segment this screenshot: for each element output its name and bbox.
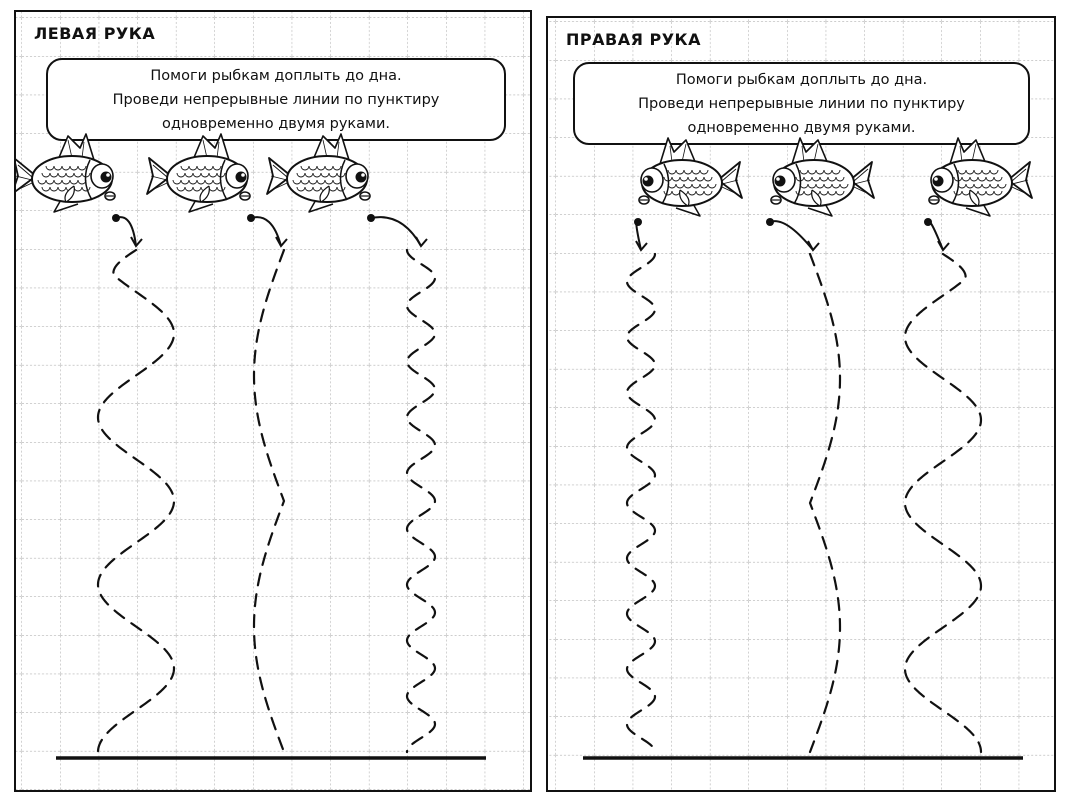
lead-line: [770, 221, 813, 250]
instruction-line: одновременно двумя руками.: [161, 116, 391, 132]
instruction-line: Помоги рыбкам доплыть до дна.: [150, 68, 402, 84]
fish-icon: [639, 138, 742, 216]
fish-icon: [267, 134, 370, 212]
instruction-line: одновременно двумя руками.: [687, 120, 916, 136]
instruction-line: Проведи непрерывные линии по пунктиру: [638, 96, 965, 112]
fish-icon: [147, 134, 250, 212]
tracing-path[interactable]: [627, 254, 655, 752]
arrow-icon: [808, 241, 819, 250]
arrow-icon: [131, 237, 142, 246]
arrow-icon: [636, 241, 647, 250]
instruction-line: Помоги рыбкам доплыть до дна.: [675, 72, 928, 88]
tracing-area: [16, 12, 532, 792]
tracing-path[interactable]: [905, 254, 981, 752]
fish-icon: [929, 138, 1032, 216]
fish-icon: [771, 138, 874, 216]
worksheet-page-right: [546, 16, 1056, 792]
tracing-path[interactable]: [254, 250, 284, 752]
page-title: ЛЕВАЯ РУКА: [34, 24, 156, 43]
lead-line: [251, 217, 281, 246]
tracing-path[interactable]: [98, 250, 174, 752]
page-title: ПРАВАЯ РУКА: [566, 30, 701, 49]
worksheet-page-left: [14, 10, 532, 792]
tracing-path[interactable]: [407, 250, 435, 752]
arrow-icon: [938, 241, 949, 250]
fish-icon: [16, 134, 115, 212]
arrow-icon: [276, 237, 287, 246]
instruction-line: Проведи непрерывные линии по пунктиру: [112, 92, 440, 108]
arrow-icon: [416, 237, 427, 246]
tracing-area: [548, 18, 1056, 792]
lead-line: [371, 217, 421, 246]
tracing-path[interactable]: [810, 254, 840, 752]
